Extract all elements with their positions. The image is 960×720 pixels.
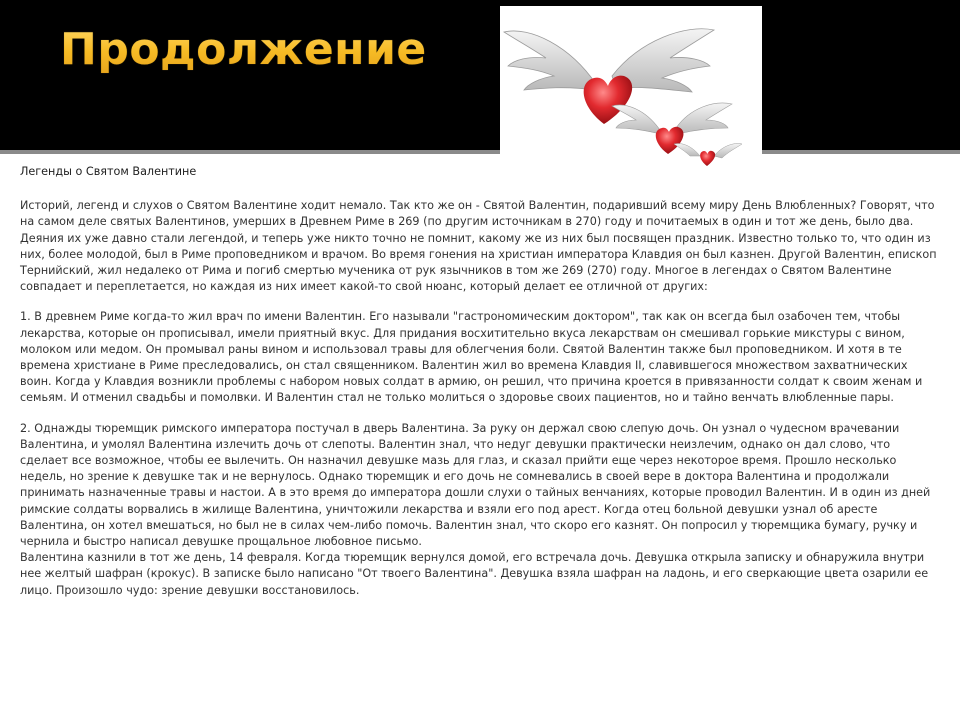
legend-2-paragraph: 2. Однажды тюремщик римского императора постучал в дверь Валентина. За руку он держал свою слепую дочь. Он узнал о чудесном врачевании Валентина, и умолял Валентина излечить дочь от слепоты. Валентин знал, что недуг девушки практически неизлечим, однако он дал слово, что сделает все возможное, чтобы ее вылечить. Он назначил девушке мазь для глаз, и сказал прийти еще через некоторое время. Прошло несколько недель, но зрение к девушке так и не вернулось. Однако тюремщик и его дочь не сомневались в своей вере в доктора Валентина и продолжали принимать назначенные травы и настои. А в это время до императора дошли слухи о тайных венчаниях, которые проводил Валентин. И в один из дней римские солдаты ворвались в жилище Валентина, уничтожили лекарства и взяли его под арест. Когда отец больной девушки узнал об аресте Валентина, он хотел вмешаться, но был не в силах чем-либо помочь. Валентин знал, что скоро его казнят. Он попросил у тюремщика бумагу, ручку и чернила и быстро написал девушке прощальное любовное письмо. [20, 421, 931, 549]
legend-1-paragraph: 1. В древнем Риме когда-то жил врач по имени Валентин. Его называли "гастрономическим доктором", так как он всегда был озабочен тем, чтобы лекарства, которые он прописывал, имели приятный вкус. Для придания восхитительно вкуса лекарствам он смешивал горькие микстуры с вином, молоком или медом. Он промывал раны вином и использовал травы для облегчения боли. Святой Валентин также был проповедником. И хотя в те времена христиане в Риме преследовались, он стал священником. Валентин жил во времена Клавдия II, славившегося множеством захватнических воин. Когда у Клавдия возникли проблемы с набором новых солдат в армию, он решил, что причина кроется в привязанности солдат к своим женам и семьям. И отменил свадьбы и помолвки. И Валентин стал не только молиться о здоровье своих пациентов, но и тайно венчать влюбленные пары. [20, 310, 923, 405]
article [20, 164, 940, 716]
divider-gap [0, 154, 960, 156]
winged-hearts-icon [500, 6, 762, 166]
slide-title: Продолжение [60, 24, 427, 75]
article-heading: Легенды о Святом Валентине [20, 165, 197, 178]
title-band [0, 0, 960, 150]
intro-paragraph: Историй, легенд и слухов о Святом Валентине ходит немало. Так кто же он - Святой Валентин, подаривший всему миру День Влюбленных? Говорят, что на самом деле святых Валентинов, умерших в Древнем Риме в 269 (по другим источникам в 270) году и почитаемых в один и тот же день, было два. Деяния их уже давно стали легендой, и теперь уже никто точно не помнит, какому же из них был посвящен праздник. Известно только то, что один из них, более молодой, был в Риме проповедником и врачом. Во время гонения на христиан императора Клавдия он был казнен. Другой Валентин, епископ Тернийский, жил недалеко от Рима и погиб смертью мученика от рук язычников в том же 269 (270) году. Многое в легендах о Святом Валентине совпадает и переплетается, но каждая из них имеет какой-то свой нюанс, который делает ее отличной от других: [20, 199, 937, 294]
ending-paragraph: Валентина казнили в тот же день, 14 февраля. Когда тюремщик вернулся домой, его встречала дочь. Девушка открыла записку и обнаружила внутри нее желтый шафран (крокус). В записке было написано "От твоего Валентина". Девушка взяла шафран на ладонь, и его сверкающие цвета озарили ее лицо. Произошло чудо: зрение девушки восстановилось. [20, 551, 929, 597]
